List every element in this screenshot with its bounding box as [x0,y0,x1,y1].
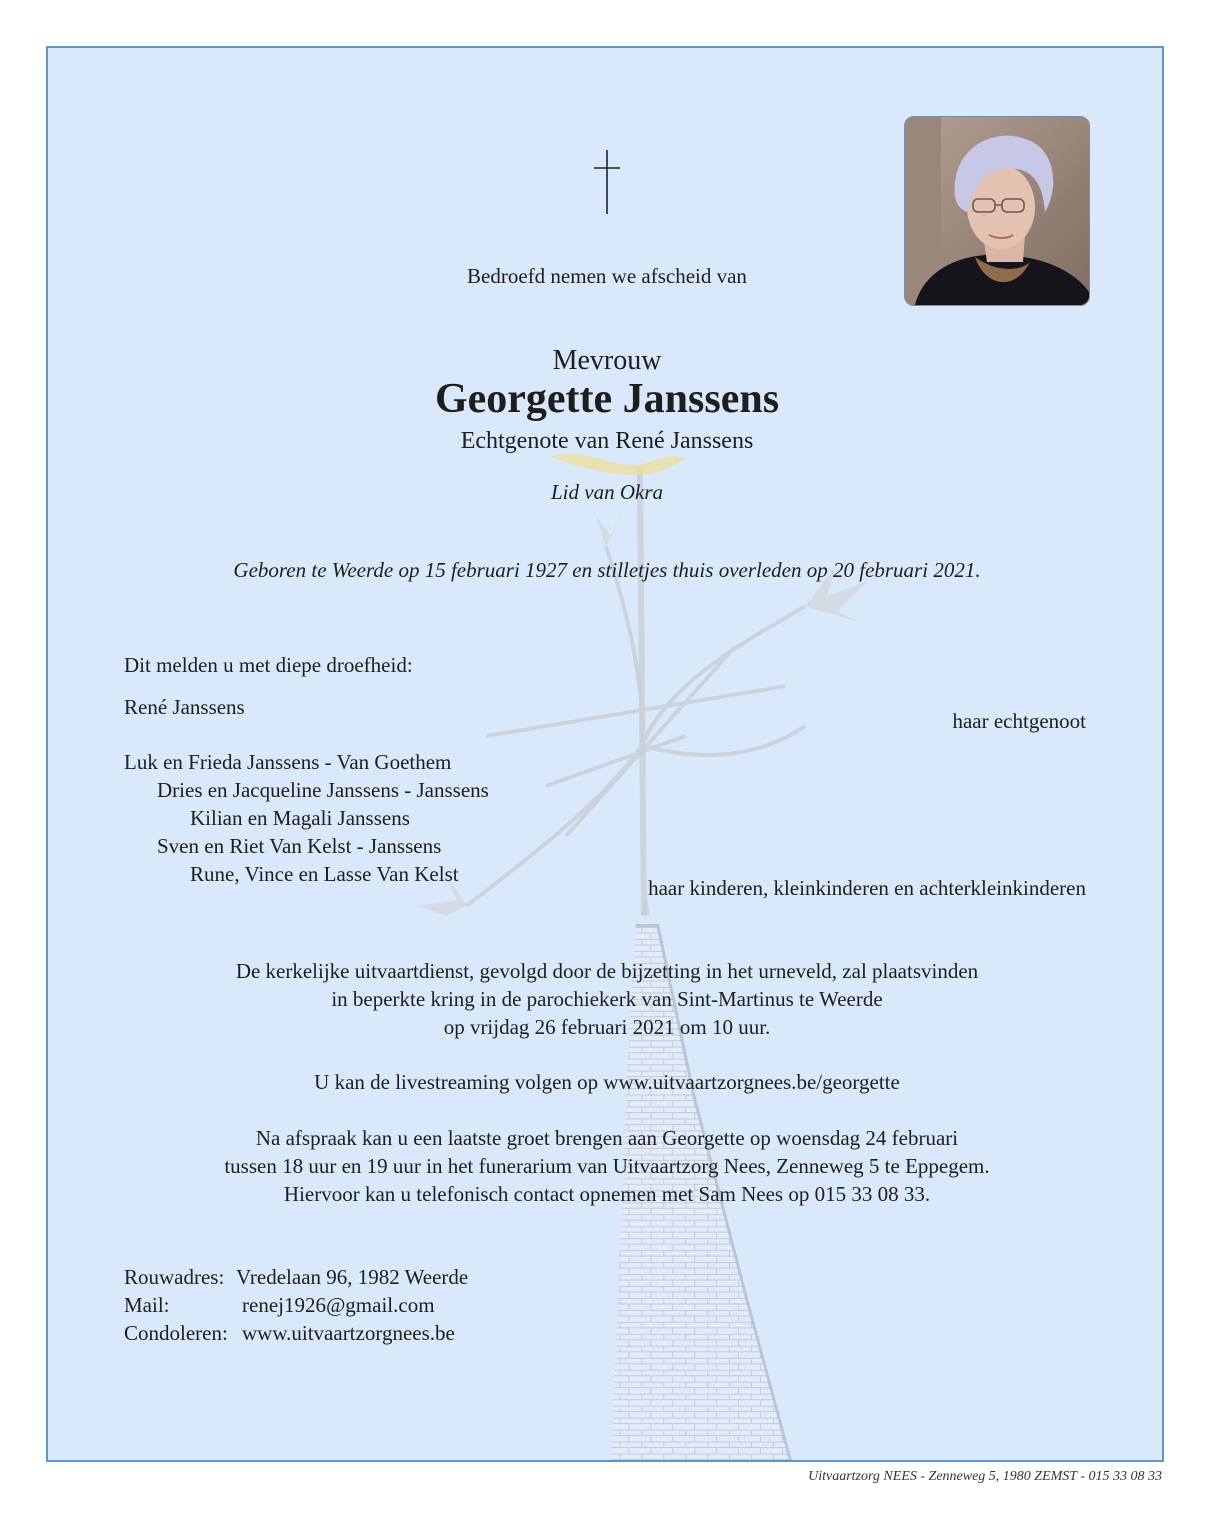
latin-cross-icon [590,150,624,214]
service-line: in beperkte kring in de parochiekerk van Sint-Martinus te Weerde [331,987,883,1011]
salutation: Mevrouw [552,345,662,376]
mail-label: Mail: [124,1293,170,1317]
visit-line: Na afspraak kan u een laatste groet brengen aan Georgette op woensdag 24 februari [255,1126,959,1150]
condolence-label: Condoleren: [124,1321,228,1345]
condolence-value: www.uitvaartzorgnees.be [242,1321,455,1345]
birth-death-line: Geboren te Weerde op 15 februari 1927 en stilletjes thuis overleden op 20 februari 2021. [233,558,981,582]
deceased-name: Georgette Janssens [434,376,780,422]
service-line: op vrijdag 26 februari 2021 om 10 uur. [443,1015,771,1039]
obituary-card [46,46,1164,1462]
address-label: Rouwadres: [124,1265,225,1289]
family-member: Rune, Vince en Lasse Van Kelst [190,862,459,886]
visit-line: Hiervoor kan u telefonisch contact opnemen met Sam Nees op 015 33 08 33. [283,1182,931,1206]
family-member: Kilian en Magali Janssens [190,806,410,830]
spouse-mourner: René Janssens [124,695,245,719]
footer-credit: Uitvaartzorg NEES - Zenneweg 5, 1980 ZEMST - 015 33 08 33 [808,1469,1162,1484]
family-relation: haar kinderen, kleinkinderen en achterkleinkinderen [648,876,1086,900]
family-member: Dries en Jacqueline Janssens - Janssens [157,778,489,802]
membership-line: Lid van Okra [551,480,663,504]
announcement: Dit melden u met diepe droefheid: [124,653,413,677]
visit-line: tussen 18 uur en 19 uur in het funerarium van Uitvaartzorg Nees, Zenneweg 5 te Eppegem. [224,1154,990,1178]
family-member: Sven en Riet Van Kelst - Janssens [157,834,442,858]
address-value: Vredelaan 96, 1982 Weerde [236,1265,469,1289]
spouse-line: Echtgenote van René Janssens [460,428,754,454]
mail-value: renej1926@gmail.com [242,1293,435,1317]
spouse-relation: haar echtgenoot [952,709,1086,733]
intro-line: Bedroefd nemen we afscheid van [467,264,747,288]
livestream-line: U kan de livestreaming volgen op www.uitvaartzorgnees.be/georgette [314,1070,900,1094]
service-line: De kerkelijke uitvaartdienst, gevolgd door de bijzetting in het urneveld, zal plaatsvinden [235,959,979,983]
family-member: Luk en Frieda Janssens - Van Goethem [124,750,452,774]
